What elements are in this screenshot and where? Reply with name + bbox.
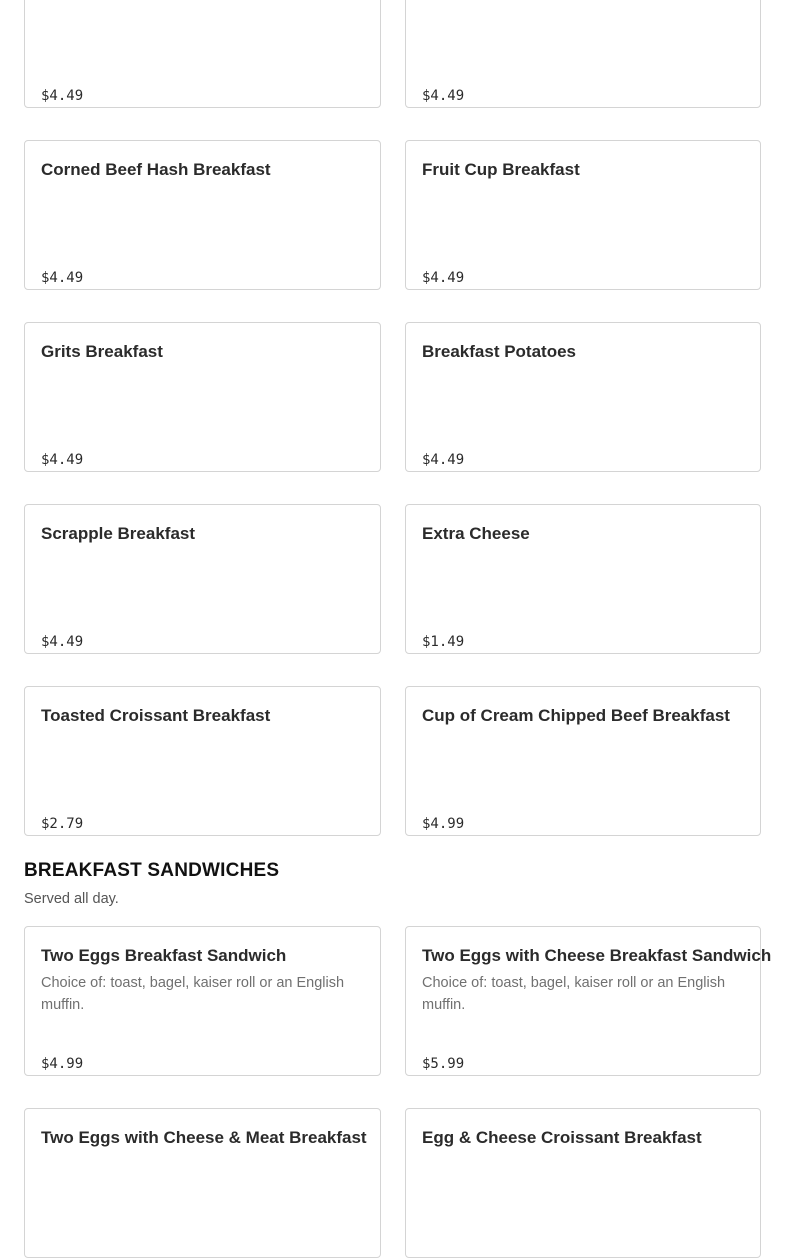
menu-item-name: Two Eggs with Cheese & Meat Breakfast — [41, 1128, 367, 1147]
menu-item-card[interactable] — [24, 504, 381, 654]
menu-item-card[interactable] — [405, 926, 772, 1076]
menu-item-name: Grits Breakfast — [41, 342, 163, 361]
menu-item-price: $2.79 — [41, 816, 84, 832]
menu-item-name: Breakfast Potatoes — [422, 342, 577, 361]
menu-item-card[interactable] — [405, 504, 761, 654]
menu-item-price: $4.49 — [41, 270, 84, 286]
menu-item-card[interactable] — [24, 686, 381, 836]
breakfast-items-grid — [24, 0, 761, 836]
menu-item-price: $5.99 — [422, 1056, 465, 1072]
section-subtitle: Served all day. — [24, 891, 119, 907]
menu-item-price: $4.49 — [41, 452, 84, 468]
menu-item-name: Two Eggs Breakfast Sandwich — [41, 946, 287, 965]
menu-item-name: Fruit Cup Breakfast — [422, 160, 580, 179]
menu-item-price: $4.49 — [422, 270, 465, 286]
menu-item-name: Corned Beef Hash Breakfast — [41, 160, 271, 179]
menu-item-name: Two Eggs with Cheese Breakfast Sandwich — [422, 946, 772, 965]
menu-item-price: $1.49 — [422, 634, 465, 650]
menu-item-name: Extra Cheese — [422, 524, 530, 543]
menu-item-card[interactable] — [24, 1108, 381, 1258]
section-title: BREAKFAST SANDWICHES — [24, 860, 280, 881]
menu-item-description: Choice of: toast, bagel, kaiser roll or an English muffin. — [41, 975, 345, 1013]
menu-item-price: $4.99 — [422, 816, 465, 832]
menu-item-card[interactable] — [405, 1108, 761, 1258]
menu-item-price: $4.99 — [41, 1056, 84, 1072]
menu-item-name: Egg & Cheese Croissant Breakfast — [422, 1128, 702, 1147]
menu-item-name: Cup of Cream Chipped Beef Breakfast — [422, 706, 730, 725]
menu-item-card[interactable] — [405, 140, 761, 290]
sandwiches-grid — [24, 926, 772, 1258]
menu-item-card[interactable] — [24, 140, 381, 290]
menu-item-card[interactable] — [24, 926, 381, 1076]
menu-item-card[interactable] — [405, 0, 761, 108]
menu-item-price: $4.49 — [422, 452, 465, 468]
menu-item-name: Scrapple Breakfast — [41, 524, 196, 543]
menu-item-price: $4.49 — [41, 88, 84, 104]
menu-item-card[interactable] — [24, 0, 381, 108]
menu-item-price: $4.49 — [422, 88, 465, 104]
menu-item-name: Toasted Croissant Breakfast — [41, 706, 271, 725]
menu-item-card[interactable] — [24, 322, 381, 472]
menu-item-card[interactable] — [405, 686, 761, 836]
menu-item-price: $4.49 — [41, 634, 84, 650]
menu-item-description: Choice of: toast, bagel, kaiser roll or an English muffin. — [422, 975, 726, 1013]
menu-item-card[interactable] — [405, 322, 761, 472]
